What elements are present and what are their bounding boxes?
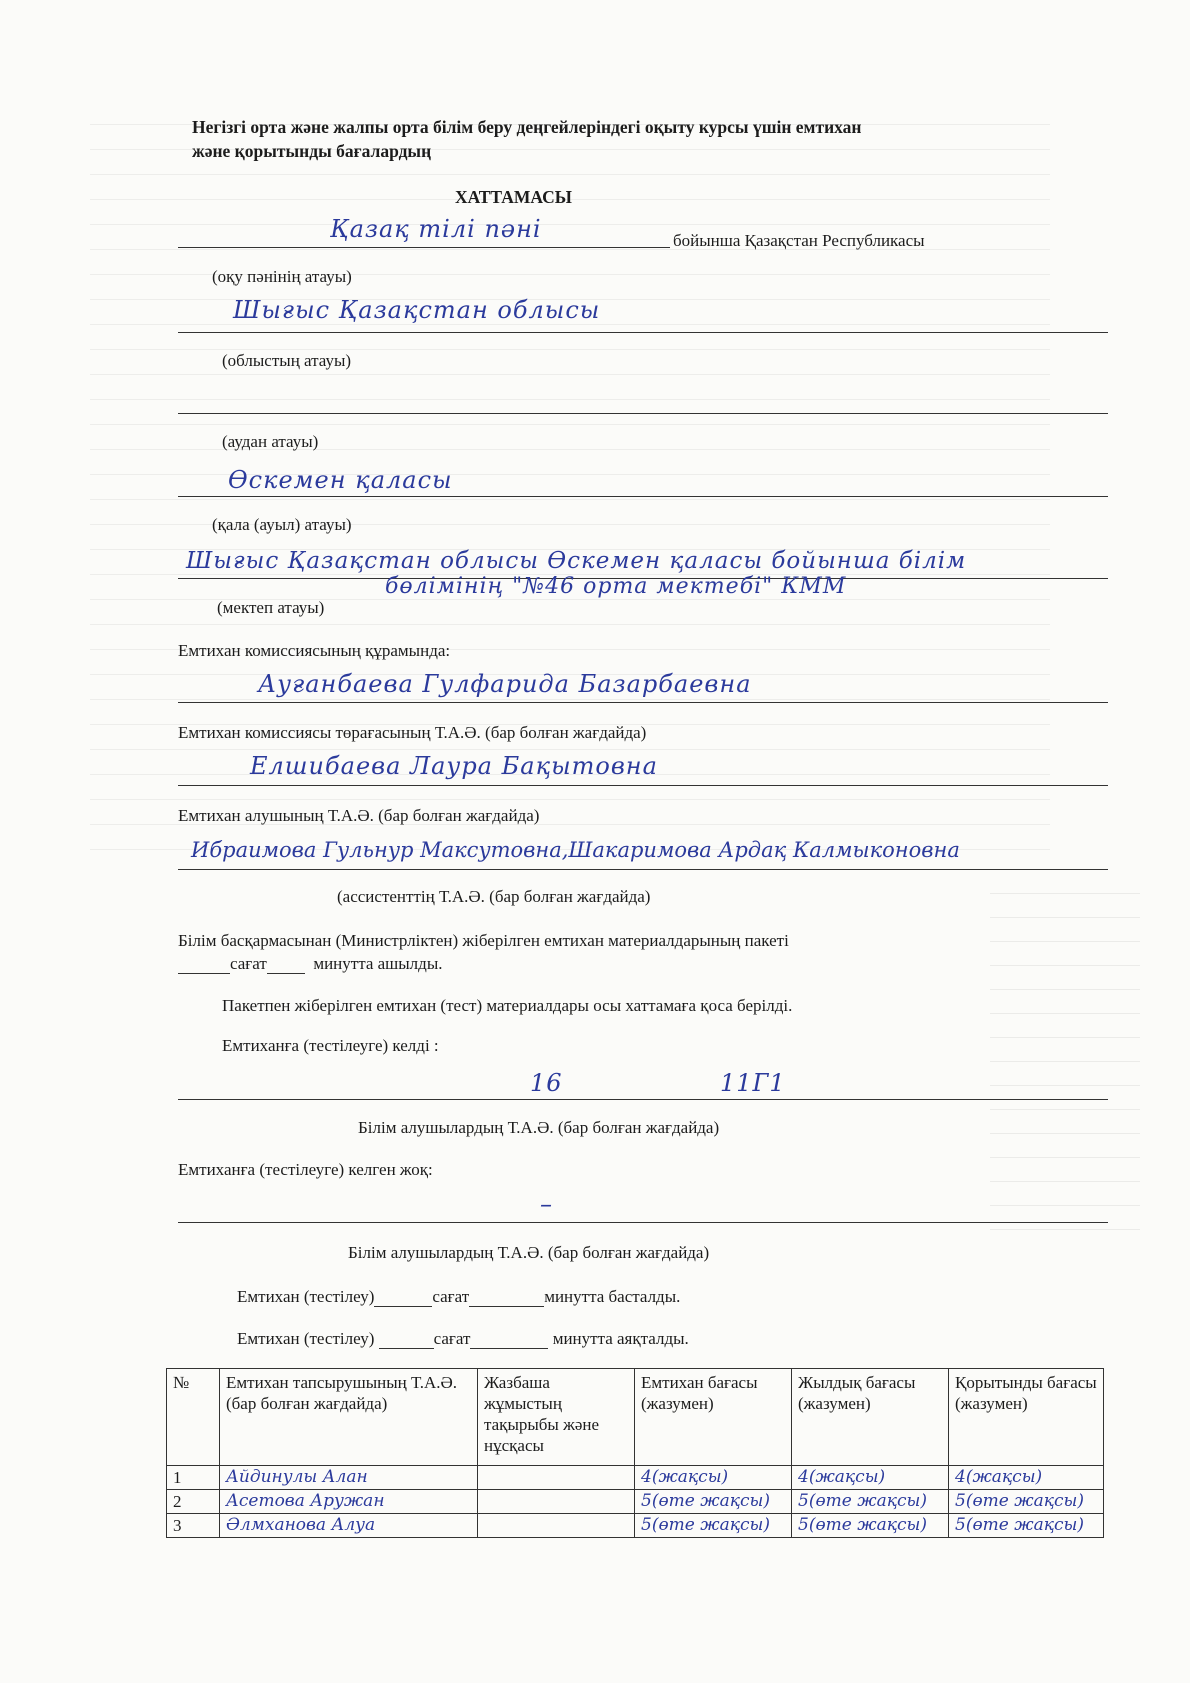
students-caption-2: Білім алушылардың Т.А.Ә. (бар болған жағдайда) <box>348 1243 710 1262</box>
package-minute-blank[interactable] <box>267 957 305 974</box>
region-value: Шығыс Қазақстан облысы <box>233 296 601 324</box>
absent-label: Емтиханға (тестілеуге) келген жоқ: <box>178 1160 433 1179</box>
attended-count: 16 <box>530 1069 563 1097</box>
exam-grade: 5(өте жақсы) <box>635 1514 792 1538</box>
package-text-line2 <box>178 954 443 974</box>
district-caption: (аудан атауы) <box>222 432 319 451</box>
city-underline <box>178 496 1108 497</box>
examiner-value: Ибраимова Гульнур Максутовна,Шакаримова Ардақ Калмыконовна <box>191 838 960 862</box>
annual-grade: 4(жақсы) <box>792 1466 949 1490</box>
student-name: Айдинулы Алан <box>220 1466 478 1490</box>
attended-label: Емтиханға (тестілеуге) келді : <box>222 1036 439 1055</box>
header-number: № <box>167 1369 220 1466</box>
final-grade: 4(жақсы) <box>949 1466 1104 1490</box>
row-number: 3 <box>167 1514 220 1538</box>
commission-underline <box>178 702 1108 703</box>
exam-grade: 4(жақсы) <box>635 1466 792 1490</box>
package-hour-blank[interactable] <box>178 957 230 974</box>
exam-start-prefix: Емтихан (тестілеу) <box>237 1287 375 1306</box>
final-grade: 5(өте жақсы) <box>949 1490 1104 1514</box>
header-final-grade: Қорытынды бағасы (жазумен) <box>949 1369 1104 1466</box>
student-name: Әлмханова Алуа <box>220 1514 478 1538</box>
header-exam-grade: Емтихан бағасы (жазумен) <box>635 1369 792 1466</box>
package-text-line1: Білім басқармасынан (Министрліктен) жіберілген емтихан материалдарының пакеті <box>178 931 789 950</box>
table-row <box>167 1466 1104 1490</box>
package-attached-text: Пакетпен жіберілген емтихан (тест) материалдары осы хаттамаға қоса берілді. <box>222 996 793 1015</box>
subject-caption: (оқу пәнінің атауы) <box>212 267 352 286</box>
topic-cell <box>478 1466 635 1490</box>
final-grade: 5(өте жақсы) <box>949 1514 1104 1538</box>
student-name: Асетова Аружан <box>220 1490 478 1514</box>
chair-underline <box>178 785 1108 786</box>
region-underline <box>178 332 1108 333</box>
topic-cell <box>478 1490 635 1514</box>
header-topic: Жазбаша жұмыстың тақырыбы және нұсқасы <box>478 1369 635 1466</box>
annual-grade: 5(өте жақсы) <box>792 1490 949 1514</box>
start-hour-blank[interactable] <box>374 1290 432 1307</box>
school-value-line2: бөлімінің "№46 орта мектебі" КММ <box>385 574 847 599</box>
attended-class: 11Г1 <box>720 1069 786 1097</box>
grades-table <box>166 1368 1104 1538</box>
row-number: 1 <box>167 1466 220 1490</box>
region-caption: (облыстың атауы) <box>222 351 352 370</box>
package-hour-label: сағат <box>230 954 267 973</box>
finish-minute-blank[interactable] <box>470 1332 548 1349</box>
attended-underline <box>178 1099 1108 1100</box>
document-title-line1: Негізгі орта және жалпы орта білім беру деңгейлеріндегі оқыту курсы үшін емтихан <box>192 117 862 137</box>
commission-label: Емтихан комиссиясының құрамында: <box>178 641 451 660</box>
start-minute-label: минутта басталды. <box>544 1287 681 1306</box>
commission-member: Ауғанбаева Гулфарида Базарбаевна <box>258 670 752 698</box>
package-minute-label: минутта ашылды. <box>313 954 443 973</box>
city-caption: (қала (ауыл) атауы) <box>212 515 352 534</box>
city-value: Өскемен қаласы <box>228 466 453 494</box>
annual-grade: 5(өте жақсы) <box>792 1514 949 1538</box>
finish-hour-blank[interactable] <box>379 1332 434 1349</box>
assistant-caption: (ассистенттің Т.А.Ә. (бар болған жағдайда) <box>337 887 651 906</box>
exam-grade: 5(өте жақсы) <box>635 1490 792 1514</box>
start-minute-blank[interactable] <box>469 1290 544 1307</box>
table-row <box>167 1514 1104 1538</box>
finish-minute-label: минутта аяқталды. <box>552 1329 689 1348</box>
start-hour-label: сағат <box>432 1287 470 1306</box>
document-heading: ХАТТАМАСЫ <box>455 187 572 207</box>
topic-cell <box>478 1514 635 1538</box>
examiner-underline <box>178 869 1108 870</box>
school-caption: (мектеп атауы) <box>217 598 325 617</box>
header-student-name: Емтихан тапсырушының Т.А.Ә. (бар болған жағдайда) <box>220 1369 478 1466</box>
subject-underline <box>178 247 670 248</box>
students-caption: Білім алушылардың Т.А.Ә. (бар болған жағдайда) <box>358 1118 720 1137</box>
table-row <box>167 1490 1104 1514</box>
exam-finish-line <box>237 1329 689 1349</box>
absent-underline <box>178 1222 1108 1223</box>
school-value-line1: Шығыс Қазақстан облысы Өскемен қаласы бойынша білім <box>186 548 967 574</box>
header-annual-grade: Жылдық бағасы (жазумен) <box>792 1369 949 1466</box>
row-number: 2 <box>167 1490 220 1514</box>
bleed-through-texture <box>990 870 1140 1230</box>
finish-hour-label: сағат <box>433 1329 471 1348</box>
subject-suffix: бойынша Қазақстан Республикасы <box>673 231 925 250</box>
table-header-row <box>167 1369 1104 1466</box>
subject-value: Қазақ тілі пәні <box>330 215 542 243</box>
chair-value: Елшибаева Лаура Бақытовна <box>250 752 658 780</box>
exam-finish-prefix: Емтихан (тестілеу) <box>237 1329 375 1348</box>
examiner-label: Емтихан алушының Т.А.Ә. (бар болған жағдайда) <box>178 806 540 825</box>
district-underline <box>178 413 1108 414</box>
document-title-line2: және қорытынды бағалардың <box>192 141 432 161</box>
absent-value: – <box>540 1190 553 1218</box>
exam-start-line <box>237 1287 680 1307</box>
chair-label: Емтихан комиссиясы төрағасының Т.А.Ә. (бар болған жағдайда) <box>178 723 647 742</box>
